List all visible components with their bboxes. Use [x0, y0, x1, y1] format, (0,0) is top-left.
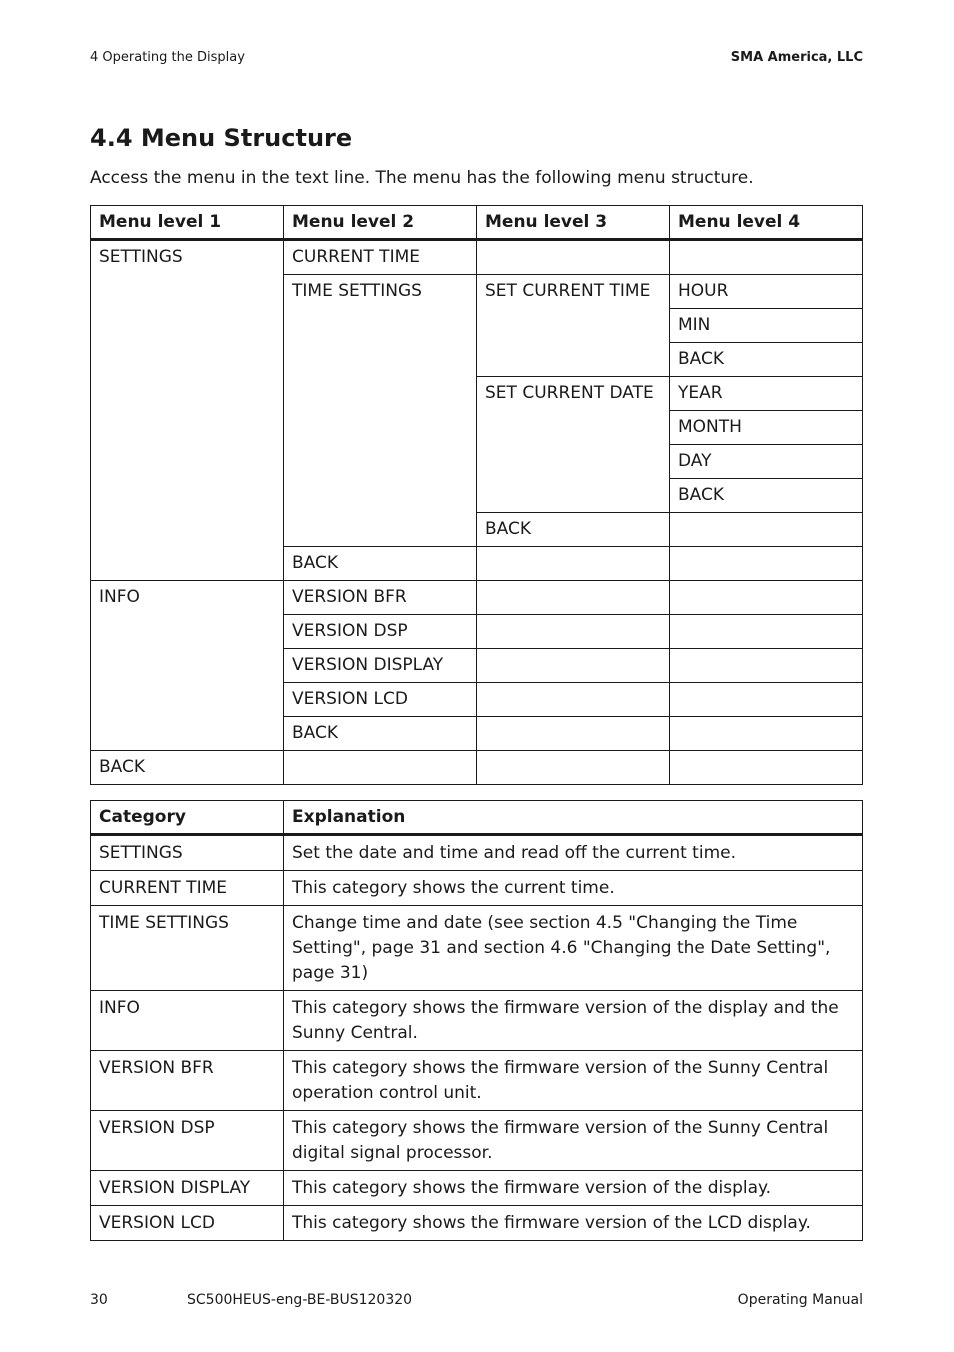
empty-cell: [477, 717, 670, 751]
table-header-row: [91, 801, 863, 835]
table-row: [91, 906, 863, 991]
table-row: [91, 1111, 863, 1171]
column-header: Menu level 1: [91, 206, 284, 240]
menu-cell-month: MONTH: [670, 411, 863, 445]
empty-cell: [670, 683, 863, 717]
intro-paragraph: Access the menu in the text line. The menu has the following menu structure.: [90, 168, 754, 188]
empty-cell: [670, 240, 863, 275]
empty-cell: [670, 751, 863, 785]
category-explanation-table: [90, 800, 863, 1241]
category-cell: CURRENT TIME: [91, 871, 284, 906]
empty-cell: [477, 615, 670, 649]
menu-cell-set-current-date: SET CURRENT DATE: [477, 377, 670, 513]
empty-cell: [670, 581, 863, 615]
running-header-chapter: 4 Operating the Display: [90, 50, 245, 65]
empty-cell: [670, 717, 863, 751]
explanation-cell: This category shows the firmware version of the Sunny Central operation control unit.: [284, 1051, 863, 1111]
document-id: SC500HEUS-eng-BE-BUS120320: [187, 1292, 413, 1308]
table-header-row: [91, 206, 863, 240]
document-title: Operating Manual: [737, 1292, 863, 1308]
empty-cell: [670, 513, 863, 547]
empty-cell: [670, 649, 863, 683]
page-number: 30: [90, 1292, 108, 1308]
menu-cell-hour: HOUR: [670, 275, 863, 309]
table-row: [91, 871, 863, 906]
menu-structure-table: [90, 205, 863, 785]
category-cell: VERSION BFR: [91, 1051, 284, 1111]
menu-cell-back: BACK: [670, 343, 863, 377]
empty-cell: [477, 240, 670, 275]
menu-cell-settings: SETTINGS: [91, 240, 284, 581]
category-cell: SETTINGS: [91, 835, 284, 871]
menu-cell-version-lcd: VERSION LCD: [284, 683, 477, 717]
empty-cell: [670, 547, 863, 581]
category-cell: VERSION LCD: [91, 1206, 284, 1241]
category-cell: TIME SETTINGS: [91, 906, 284, 991]
empty-cell: [477, 649, 670, 683]
menu-cell-back: BACK: [477, 513, 670, 547]
menu-cell-time-settings: TIME SETTINGS: [284, 275, 477, 547]
column-header: Menu level 3: [477, 206, 670, 240]
category-cell: INFO: [91, 991, 284, 1051]
category-cell: VERSION DSP: [91, 1111, 284, 1171]
menu-cell-back: BACK: [91, 751, 284, 785]
empty-cell: [477, 751, 670, 785]
menu-cell-set-current-time: SET CURRENT TIME: [477, 275, 670, 377]
category-cell: VERSION DISPLAY: [91, 1171, 284, 1206]
column-header: Category: [91, 801, 284, 835]
explanation-cell: Set the date and time and read off the current time.: [284, 835, 863, 871]
column-header: Menu level 2: [284, 206, 477, 240]
table-row: [91, 1171, 863, 1206]
empty-cell: [477, 581, 670, 615]
table-row: [91, 240, 863, 275]
menu-cell-version-dsp: VERSION DSP: [284, 615, 477, 649]
menu-cell-back: BACK: [670, 479, 863, 513]
menu-cell-version-bfr: VERSION BFR: [284, 581, 477, 615]
table-row: [91, 1051, 863, 1111]
explanation-cell: This category shows the firmware version of the display and the Sunny Central.: [284, 991, 863, 1051]
column-header: Menu level 4: [670, 206, 863, 240]
menu-cell-current-time: CURRENT TIME: [284, 240, 477, 275]
empty-cell: [670, 615, 863, 649]
column-header: Explanation: [284, 801, 863, 835]
table-row: [91, 581, 863, 615]
menu-cell-info: INFO: [91, 581, 284, 751]
empty-cell: [284, 751, 477, 785]
empty-cell: [477, 547, 670, 581]
explanation-cell: Change time and date (see section 4.5 "Changing the Time Setting", page 31 and section 4.6 "Changing the Date Setting", page 31): [284, 906, 863, 991]
table-row: [91, 751, 863, 785]
running-header-company: SMA America, LLC: [730, 50, 863, 65]
explanation-cell: This category shows the firmware version of the LCD display.: [284, 1206, 863, 1241]
menu-cell-day: DAY: [670, 445, 863, 479]
explanation-cell: This category shows the current time.: [284, 871, 863, 906]
empty-cell: [477, 683, 670, 717]
table-row: [91, 835, 863, 871]
explanation-cell: This category shows the firmware version of the display.: [284, 1171, 863, 1206]
menu-cell-back: BACK: [284, 717, 477, 751]
table-row: [91, 1206, 863, 1241]
menu-cell-version-display: VERSION DISPLAY: [284, 649, 477, 683]
menu-cell-year: YEAR: [670, 377, 863, 411]
table-row: [91, 991, 863, 1051]
menu-cell-back: BACK: [284, 547, 477, 581]
section-title: 4.4 Menu Structure: [90, 124, 353, 152]
explanation-cell: This category shows the firmware version of the Sunny Central digital signal processor.: [284, 1111, 863, 1171]
menu-cell-min: MIN: [670, 309, 863, 343]
